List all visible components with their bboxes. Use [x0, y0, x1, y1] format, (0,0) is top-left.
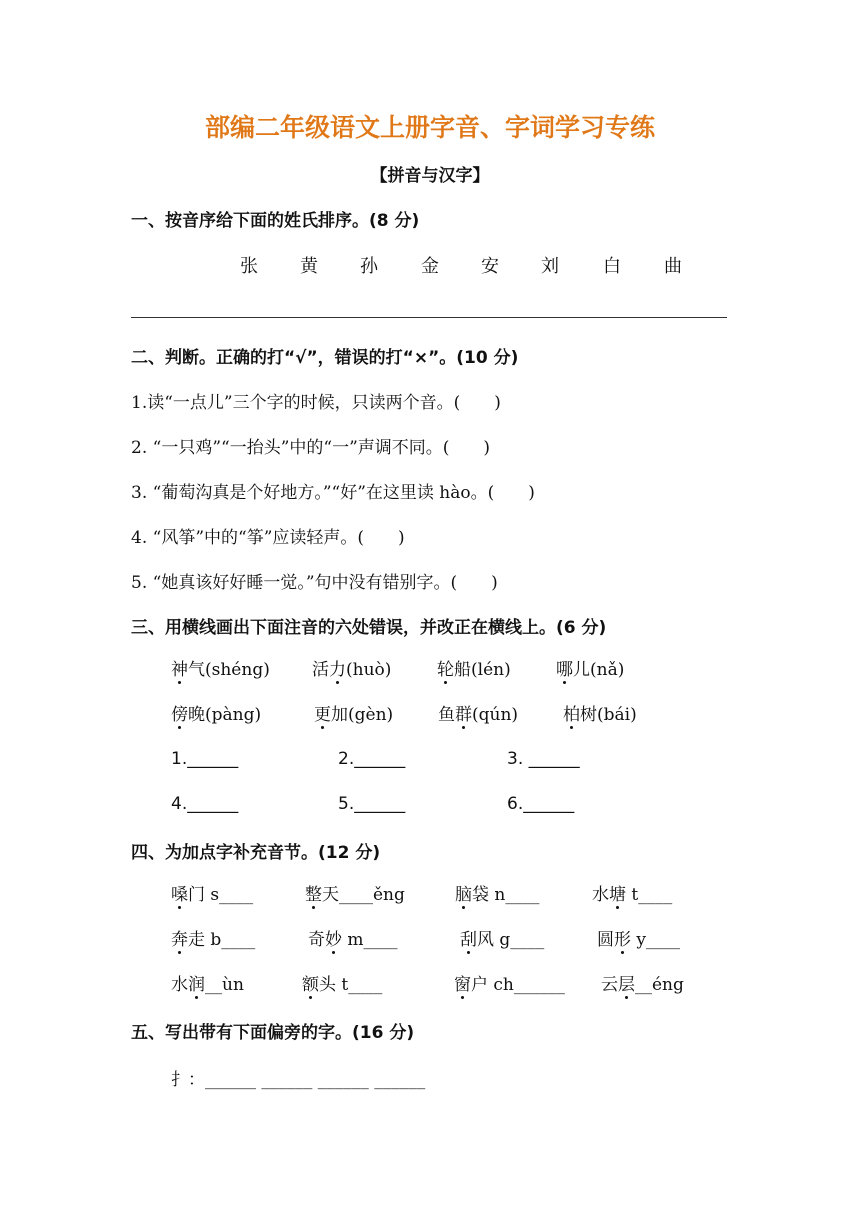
surname: 黄 [300, 256, 318, 277]
word-item [454, 970, 565, 995]
word-rest: 加(gèn) [331, 705, 394, 725]
word-item [601, 970, 684, 995]
surname: 张 [240, 256, 258, 277]
word-item [556, 655, 624, 680]
word-pre: 水 [592, 885, 609, 905]
word-item [597, 925, 680, 950]
word-pre: 鱼 [438, 705, 455, 725]
word-rest: 袋 n____ [472, 885, 540, 905]
word-item [312, 655, 391, 680]
word-pre: 云 [601, 975, 618, 995]
word-item [455, 880, 539, 905]
dotted-char: 哪 [556, 655, 573, 680]
word-rest: 树(bái) [580, 705, 637, 725]
section-5-heading: 五、写出带有下面偏旁的字。(16 分) [131, 1023, 415, 1043]
word-rest: (huò) [346, 660, 392, 680]
word-item [592, 880, 672, 905]
word-item [314, 700, 393, 725]
dotted-char: 脑 [455, 880, 472, 905]
answer-blank[interactable]: 2.______ [338, 749, 406, 769]
dotted-char: 柏 [563, 700, 580, 725]
word-rest: 头 t____ [319, 975, 383, 995]
word-rest: __éng [635, 975, 684, 995]
judgment-item: 5. “她真该好好睡一觉。”句中没有错别字。( ) [131, 573, 498, 593]
dotted-char: 层 [618, 970, 635, 995]
dotted-char: 轮 [437, 655, 454, 680]
word-rest: t____ [626, 885, 673, 905]
word-rest: (qún) [472, 705, 519, 725]
dotted-char: 塘 [609, 880, 626, 905]
word-rest: 晚(pàng) [188, 705, 262, 725]
section-4-heading: 四、为加点字补充音节。(12 分) [131, 843, 381, 863]
word-rest: 儿(nǎ) [573, 660, 625, 680]
word-item [563, 700, 637, 725]
dotted-char: 润 [188, 970, 205, 995]
word-item [171, 655, 270, 680]
word-rest: 天____ěng [322, 885, 405, 905]
word-rest: 门 s____ [188, 885, 254, 905]
word-item [171, 925, 255, 950]
answer-blank[interactable]: 3. ______ [507, 749, 580, 769]
answer-blank[interactable]: 5.______ [338, 794, 406, 814]
word-rest: 船(lén) [454, 660, 511, 680]
dotted-char: 整 [305, 880, 322, 905]
dotted-char: 傍 [171, 700, 188, 725]
answer-blank[interactable]: 1.______ [171, 749, 239, 769]
dotted-char: 奔 [171, 925, 188, 950]
word-item [302, 970, 382, 995]
word-rest: m____ [342, 930, 398, 950]
word-rest: y____ [631, 930, 681, 950]
judgment-item: 1.读“一点儿”三个字的时候，只读两个音。( ) [131, 393, 501, 413]
surname: 白 [603, 256, 621, 277]
word-rest: 气(shéng) [188, 660, 270, 680]
section-2-heading: 二、判断。正确的打“√”，错误的打“×”。(10 分) [131, 348, 519, 368]
word-item [171, 970, 244, 995]
surname: 金 [421, 256, 439, 277]
page-title: 部编二年级语文上册字音、字词学习专练 [204, 113, 655, 142]
dotted-char: 窗 [454, 970, 471, 995]
dotted-char: 神 [171, 655, 188, 680]
dotted-char: 额 [302, 970, 319, 995]
word-pre: 活 [312, 660, 329, 680]
answer-blank[interactable]: 4.______ [171, 794, 239, 814]
word-rest: 风 g____ [477, 930, 545, 950]
judgment-item: 2. “一只鸡”“一抬头”中的“一”声调不同。( ) [131, 438, 491, 458]
word-item [460, 925, 544, 950]
section-1-heading: 一、按音序给下面的姓氏排序。(8 分) [131, 211, 420, 231]
dotted-char: 形 [614, 925, 631, 950]
radical-answer-line[interactable]: 扌：______ ______ ______ ______ [171, 1070, 426, 1090]
dotted-char: 力 [329, 655, 346, 680]
answer-line[interactable] [131, 317, 727, 318]
word-item [171, 880, 253, 905]
judgment-item: 3. “葡萄沟真是个好地方。”“好”在这里读 hào。( ) [131, 483, 535, 503]
dotted-char: 更 [314, 700, 331, 725]
dotted-char: 嗓 [171, 880, 188, 905]
judgment-item: 4. “风筝”中的“筝”应读轻声。( ) [131, 528, 405, 548]
word-pre: 水 [171, 975, 188, 995]
page-subtitle: 【拼音与汉字】 [370, 166, 490, 186]
word-rest: __ùn [205, 975, 244, 995]
surname-list [0, 252, 860, 276]
word-item [171, 700, 261, 725]
dotted-char: 刮 [460, 925, 477, 950]
surname: 安 [481, 256, 499, 277]
word-pre: 圆 [597, 930, 614, 950]
dotted-char: 妙 [325, 925, 342, 950]
surname: 孙 [360, 256, 378, 277]
surname: 曲 [664, 256, 682, 277]
answer-blank[interactable]: 6.______ [507, 794, 575, 814]
word-rest: 户 ch______ [471, 975, 565, 995]
word-item [438, 700, 518, 725]
word-item [437, 655, 511, 680]
dotted-char: 群 [455, 700, 472, 725]
word-pre: 奇 [308, 930, 325, 950]
section-3-heading: 三、用横线画出下面注音的六处错误，并改正在横线上。(6 分) [131, 618, 607, 638]
word-item [308, 925, 398, 950]
word-rest: 走 b____ [188, 930, 256, 950]
surname: 刘 [541, 256, 559, 277]
word-item [305, 880, 405, 905]
